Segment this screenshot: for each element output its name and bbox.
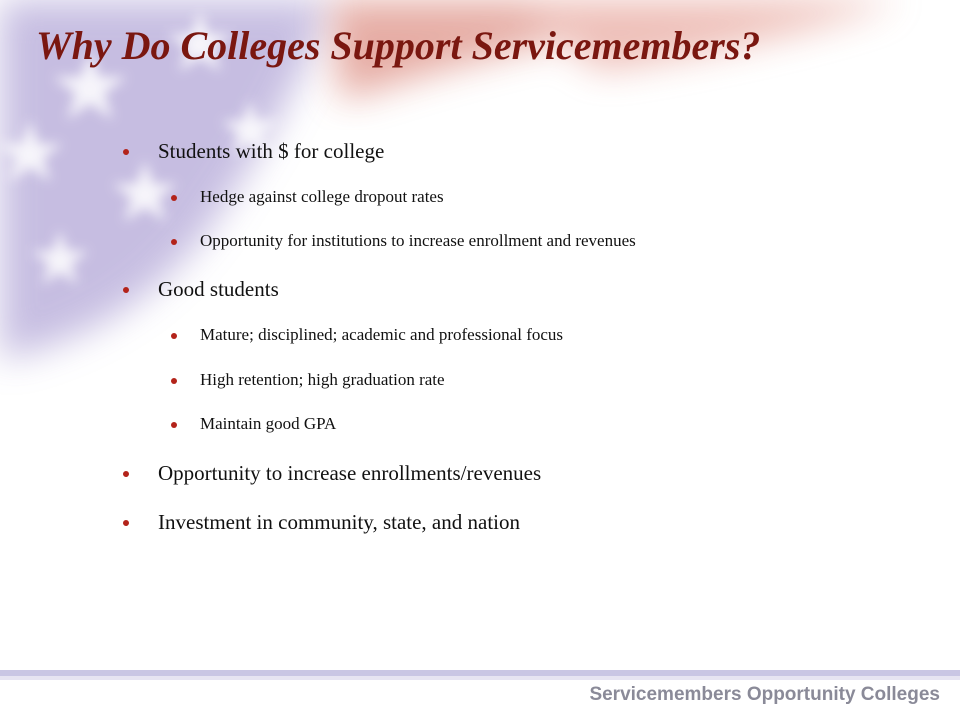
sub-bullet-item — [200, 229, 636, 253]
bullet-text: Students with $ for college — [158, 139, 385, 163]
bullet-dot-icon — [171, 422, 177, 428]
bullet-text: Hedge against college dropout rates — [200, 187, 444, 206]
bullet-text: Opportunity for institutions to increase enrollment and revenues — [200, 231, 636, 250]
footer-organization-name: Servicemembers Opportunity Colleges — [589, 684, 940, 705]
bullet-text: High retention; high graduation rate — [200, 370, 445, 389]
bullet-text: Mature; disciplined; academic and professional focus — [200, 325, 564, 344]
bullet-item — [158, 137, 384, 165]
bullet-dot-icon — [171, 378, 177, 384]
bullet-text: Good students — [158, 277, 279, 301]
bullet-text: Maintain good GPA — [200, 414, 337, 433]
sub-bullet-item — [200, 185, 444, 209]
bullet-dot-icon — [123, 520, 129, 526]
slide-title: Why Do Colleges Support Servicemembers? — [36, 23, 761, 68]
bullet-text: Investment in community, state, and nation — [158, 510, 520, 534]
sub-bullet-item — [200, 368, 445, 392]
bullet-item — [158, 459, 541, 487]
sub-bullet-item — [200, 323, 563, 347]
bullet-dot-icon — [171, 195, 177, 201]
bullet-dot-icon — [123, 471, 129, 477]
bullet-dot-icon — [171, 333, 177, 339]
bullet-dot-icon — [171, 239, 177, 245]
bullet-item — [158, 275, 279, 303]
bullet-item — [158, 508, 520, 536]
sub-bullet-item — [200, 412, 336, 436]
bullet-dot-icon — [123, 287, 129, 293]
bullet-dot-icon — [123, 149, 129, 155]
bullet-text: Opportunity to increase enrollments/revenues — [158, 461, 542, 485]
